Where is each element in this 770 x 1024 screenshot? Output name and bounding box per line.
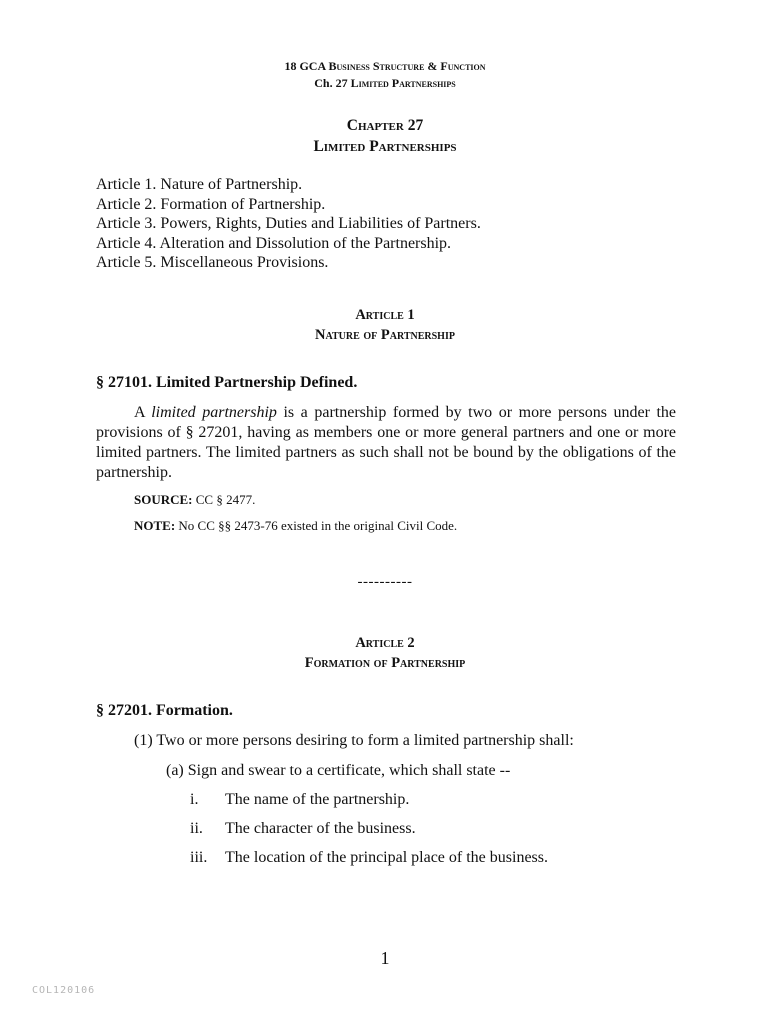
document-code: COL120106 [32, 985, 96, 996]
list-item: iii. The location of the principal place of the business. [190, 849, 549, 866]
article1-number: Article 1 [355, 307, 415, 323]
chapter-title: Limited Partnerships [313, 138, 457, 155]
chapter-number: Chapter 27 [346, 117, 424, 134]
section-divider: ---------- [357, 574, 413, 590]
chapter-heading [0, 115, 770, 157]
toc-item: Article 5. Miscellaneous Provisions. [96, 254, 329, 271]
section-27101-body: A limited partnership is a partnership formed by two or more persons under the provisions of § 27201, having as members one or more general partners and one or more limited partners. The limited partners as such shall not be bound by the obligations of the partnership. [96, 404, 677, 481]
running-header [0, 58, 770, 92]
subsection-1: (1) Two or more persons desiring to form a limited partnership shall: [134, 732, 574, 749]
table-of-contents [96, 175, 696, 273]
header-title-line: 18 GCA Business Structure & Function [284, 59, 486, 73]
header-chapter-line: Ch. 27 Limited Partnerships [314, 76, 456, 90]
article1-title: Nature of Partnership [315, 327, 455, 343]
editor-note: NOTE: No CC §§ 2473-76 existed in the original Civil Code. [134, 518, 458, 533]
section-27101-title: § 27101. Limited Partnership Defined. [96, 374, 358, 391]
subsection-1a: (a) Sign and swear to a certificate, which shall state -- [166, 762, 511, 779]
toc-item: Article 3. Powers, Rights, Duties and Liabilities of Partners. [96, 215, 481, 232]
article2-title: Formation of Partnership [304, 655, 466, 671]
toc-item: Article 4. Alteration and Dissolution of the Partnership. [96, 234, 452, 252]
article2-number: Article 2 [355, 635, 415, 651]
article1-heading [0, 305, 770, 345]
toc-item: Article 2. Formation of Partnership. [96, 195, 326, 213]
list-item: ii. The character of the business. [190, 820, 416, 837]
article2-heading [0, 633, 770, 673]
list-item: i. The name of the partnership. [190, 791, 410, 808]
page-number: 1 [380, 948, 390, 968]
toc-item: Article 1. Nature of Partnership. [96, 176, 303, 193]
section-27201-title: § 27201. Formation. [96, 702, 233, 719]
source-note: SOURCE: CC § 2477. [134, 492, 256, 507]
